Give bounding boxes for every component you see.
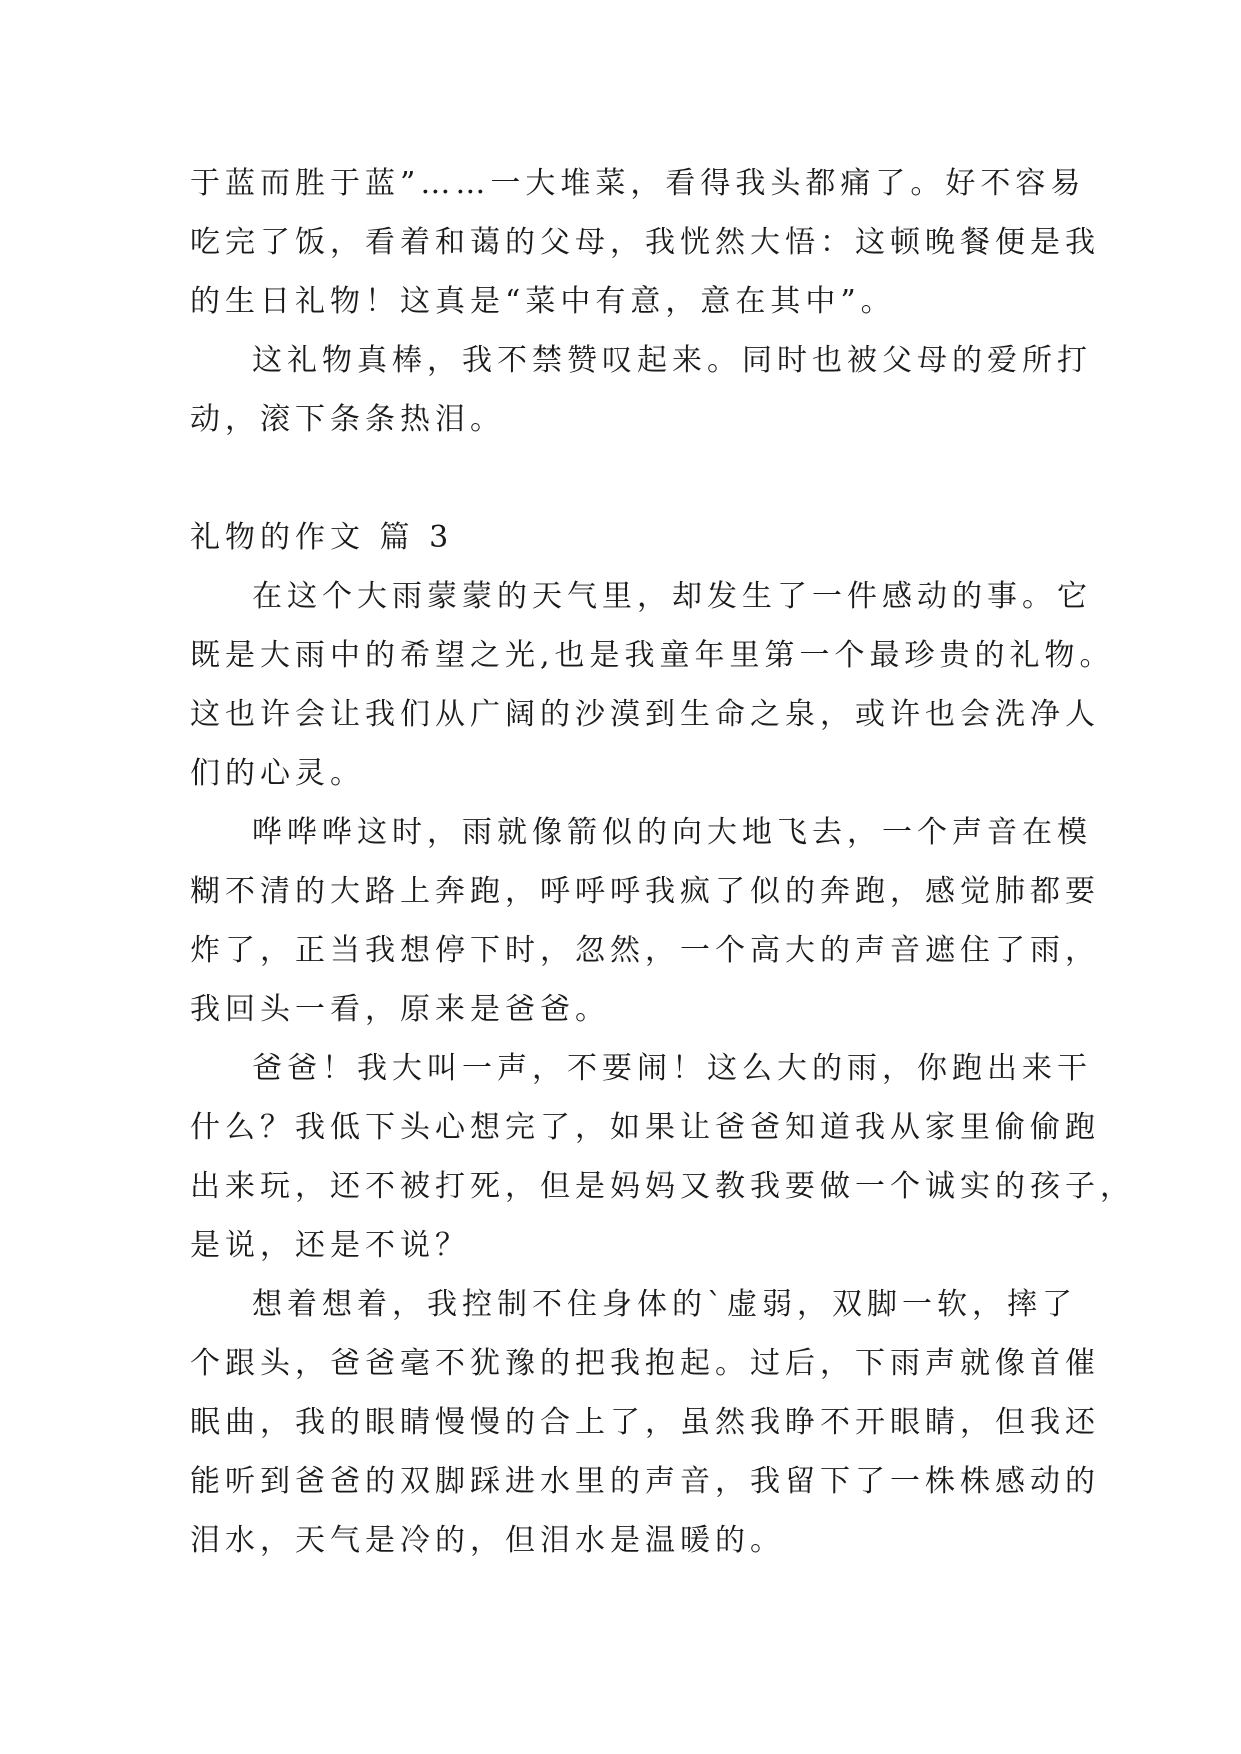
- text-line: 糊不清的大路上奔跑，呼呼呼我疯了似的奔跑，感觉肺都要: [190, 874, 1100, 909]
- text-line: 爸爸！我大叫一声，不要闹！这么大的雨，你跑出来干: [252, 1051, 1092, 1086]
- text-line: 的生日礼物！这真是“菜中有意，意在其中”。: [190, 284, 896, 319]
- text-line: 是说，还是不说？: [190, 1228, 470, 1263]
- text-line: 想着想着，我控制不住身体的`虚弱，双脚一软，摔了: [252, 1287, 1077, 1322]
- text-line: 动，滚下条条热泪。: [190, 402, 505, 437]
- text-line: 们的心灵。: [190, 756, 365, 791]
- text-line: 出来玩，还不被打死，但是妈妈又教我要做一个诚实的孩子，: [190, 1169, 1135, 1204]
- text-line: 哗哗哗这时，雨就像箭似的向大地飞去，一个声音在模: [252, 815, 1092, 850]
- text-line: 在这个大雨蒙蒙的天气里，却发生了一件感动的事。它: [252, 579, 1092, 614]
- text-line: 泪水，天气是冷的，但泪水是温暖的。: [190, 1523, 785, 1558]
- text-line: 眠曲，我的眼睛慢慢的合上了，虽然我睁不开眼睛，但我还: [190, 1405, 1100, 1440]
- text-line: 炸了，正当我想停下时，忽然，一个高大的声音遮住了雨，: [190, 933, 1100, 968]
- text-line: 既是大雨中的希望之光,也是我童年里第一个最珍贵的礼物。: [190, 638, 1115, 673]
- text-line: 什么？我低下头心想完了，如果让爸爸知道我从家里偷偷跑: [190, 1110, 1100, 1145]
- text-line: 于蓝而胜于蓝”……一大堆菜，看得我头都痛了。好不容易: [190, 166, 1086, 201]
- text-line: 能听到爸爸的双脚踩进水里的声音，我留下了一株株感动的: [190, 1464, 1100, 1499]
- section-title: 礼物的作文 篇 3: [190, 520, 454, 555]
- text-line: 吃完了饭，看着和蔼的父母，我恍然大悟：这顿晚餐便是我: [190, 225, 1100, 260]
- text-line: 个跟头，爸爸毫不犹豫的把我抱起。过后，下雨声就像首催: [190, 1346, 1100, 1381]
- text-line: 这也许会让我们从广阔的沙漠到生命之泉，或许也会洗净人: [190, 697, 1100, 732]
- text-line: 这礼物真棒，我不禁赞叹起来。同时也被父母的爱所打: [252, 343, 1092, 378]
- text-line: 我回头一看，原来是爸爸。: [190, 992, 610, 1027]
